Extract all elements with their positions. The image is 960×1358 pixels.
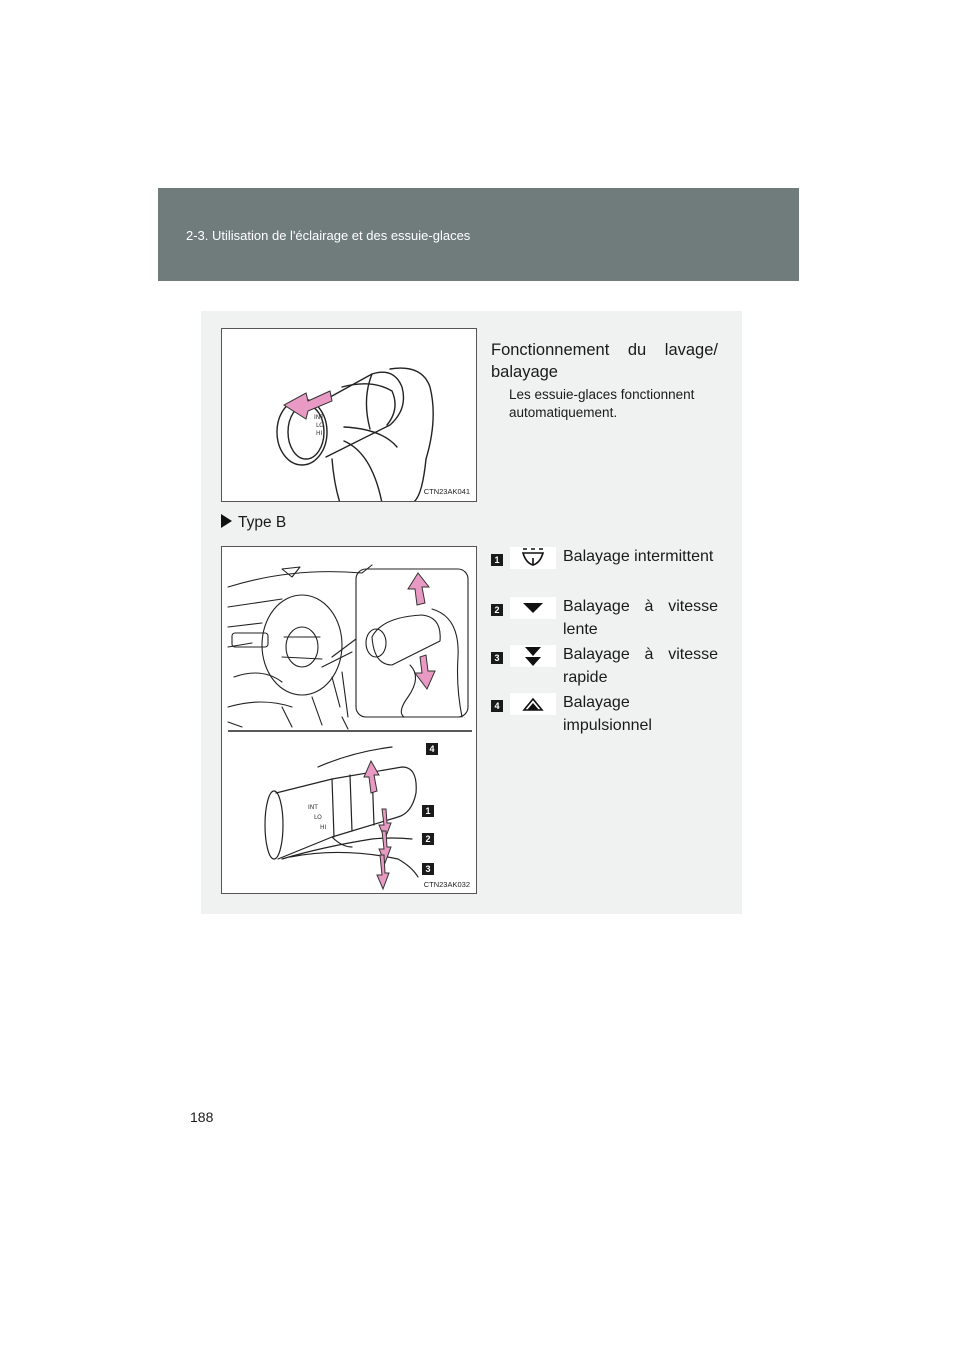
svg-text:LO: LO xyxy=(316,422,324,429)
wash-wipe-illustration xyxy=(221,328,477,502)
type-label-text: Type B xyxy=(238,514,287,531)
svg-text:LO: LO xyxy=(314,814,322,821)
svg-text:HI: HI xyxy=(316,430,323,437)
wiper-switch-illustration xyxy=(221,546,477,894)
fast-wipe-icon xyxy=(510,645,556,667)
dashboard-and-lever-drawing xyxy=(222,547,477,894)
page-number: 188 xyxy=(190,1109,214,1125)
item-number: 3 xyxy=(491,652,503,664)
item-number: 1 xyxy=(491,554,503,566)
intermittent-wipe-icon xyxy=(510,547,556,569)
figure-code: CTN23AK041 xyxy=(423,487,470,496)
callout-badge: 2 xyxy=(422,833,434,845)
single-wipe-icon xyxy=(510,693,556,715)
item-label: Balayage à vitesse rapide xyxy=(563,646,718,686)
section-header xyxy=(158,188,799,281)
slow-wipe-icon xyxy=(510,597,556,619)
item-label: Balayage à vitesse lente xyxy=(563,598,718,638)
triangle-bullet-icon xyxy=(221,514,232,528)
svg-text:HI: HI xyxy=(320,824,327,831)
item-label: Balayage impulsionnel xyxy=(563,694,652,734)
item-number: 4 xyxy=(491,700,503,712)
section-heading: Fonctionnement du lavage/ balayage xyxy=(491,341,718,381)
section-description: Les essuie-glaces fonctionnent automatiquement. xyxy=(509,387,695,420)
figure-code: CTN23AK032 xyxy=(423,880,470,889)
item-number: 2 xyxy=(491,604,503,616)
svg-text:INT: INT xyxy=(308,804,318,811)
section-title: 2-3. Utilisation de l'éclairage et des essuie-glaces xyxy=(186,228,471,243)
callout-badge: 3 xyxy=(422,863,434,875)
hand-on-lever-drawing xyxy=(222,329,477,502)
svg-text:INT: INT xyxy=(314,414,324,421)
callout-badge: 4 xyxy=(426,743,438,755)
type-label xyxy=(221,514,286,532)
item-label: Balayage intermittent xyxy=(563,548,714,565)
callout-badge: 1 xyxy=(422,805,434,817)
content-panel xyxy=(201,311,742,914)
